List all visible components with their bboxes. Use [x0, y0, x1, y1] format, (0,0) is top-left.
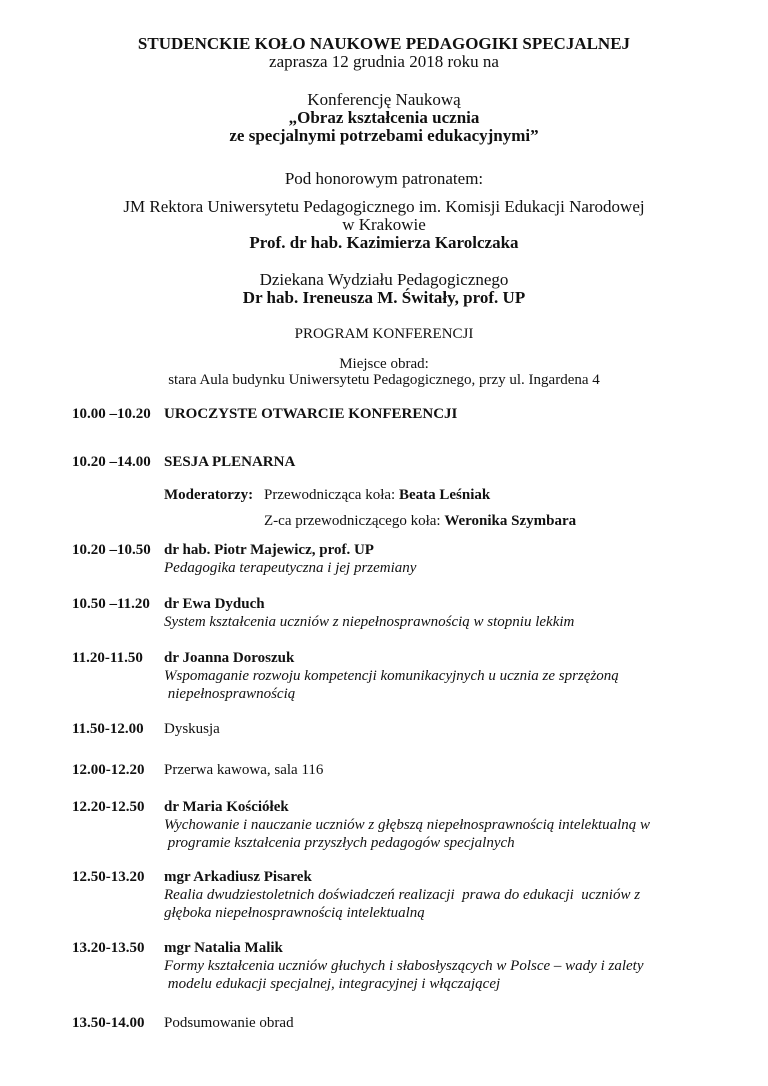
agenda-time: 13.20-13.50 [72, 940, 145, 956]
agenda-title: Przerwa kawowa, sala 116 [164, 762, 324, 778]
patronage-label: Pod honorowym patronatem: [284, 169, 484, 188]
agenda-topic-line1: Realia dwudziestoletnich doświadczeń realizacji prawa do edukacji uczniów z [164, 887, 641, 903]
agenda-topic-line1: Wspomaganie rozwoju kompetencji komunikacyjnych u ucznia ze sprzężoną [164, 668, 619, 684]
agenda-speaker: dr Joanna Doroszuk [164, 650, 295, 666]
agenda-time: 10.20 –14.00 [72, 454, 151, 470]
moderator-chair-name: Beata Leśniak [398, 487, 491, 503]
agenda-time: 10.20 –10.50 [72, 542, 151, 558]
agenda-time: 10.00 –10.20 [72, 406, 151, 422]
invite-line: zaprasza 12 grudnia 2018 roku na [269, 52, 499, 71]
agenda-topic-line1: Wychowanie i nauczanie uczniów z głębszą niepełnosprawnością intelektualną w [164, 817, 651, 833]
agenda-topic-line2: niepełnosprawnością [164, 686, 296, 702]
agenda-time: 11.20-11.50 [72, 650, 143, 666]
agenda-speaker: dr Maria Kościółek [164, 799, 289, 815]
agenda-time: 10.50 –11.20 [72, 596, 150, 612]
agenda-title: UROCZYSTE OTWARCIE KONFERENCJI [164, 406, 458, 422]
agenda-time: 11.50-12.00 [72, 721, 144, 737]
venue: stara Aula budynku Uniwersytetu Pedagogicznego, przy ul. Ingardena 4 [168, 372, 600, 388]
dean-name: Dr hab. Ireneusza M. Świtały, prof. UP [242, 288, 526, 307]
agenda-speaker: mgr Arkadiusz Pisarek [164, 869, 312, 885]
conference-title-line2: ze specjalnymi potrzebami edukacyjnymi” [229, 126, 539, 145]
moderator-chair [264, 487, 490, 504]
organizer-heading: STUDENCKIE KOŁO NAUKOWE PEDAGOGIKI SPECJALNEJ [137, 34, 631, 53]
venue-label: Miejsce obrad: [339, 356, 429, 372]
agenda-speaker: dr Ewa Dyduch [164, 596, 265, 612]
agenda-title: SESJA PLENARNA [164, 454, 296, 470]
agenda-topic: System kształcenia uczniów z niepełnosprawnością w stopniu lekkim [164, 614, 575, 630]
agenda-topic-line2: głęboka niepełnosprawnością intelektualną [164, 905, 425, 921]
event-type: Konferencję Naukową [307, 90, 461, 109]
program-heading: PROGRAM KONFERENCJI [294, 326, 474, 342]
agenda-topic-line2: modelu edukacji specjalnej, integracyjnej i włączającej [164, 976, 501, 992]
moderator-deputy [264, 513, 576, 530]
rector-line2: w Krakowie [342, 215, 426, 234]
agenda-speaker: dr hab. Piotr Majewicz, prof. UP [164, 542, 374, 558]
agenda-topic: Pedagogika terapeutyczna i jej przemiany [164, 560, 417, 576]
rector-name: Prof. dr hab. Kazimierza Karolczaka [249, 233, 519, 252]
moderator-deputy-name: Weronika Szymbara [444, 513, 577, 529]
moderator-deputy-role: Z-ca przewodniczącego koła: [264, 513, 441, 529]
agenda-speaker: mgr Natalia Malik [164, 940, 283, 956]
moderators-label: Moderatorzy: [164, 487, 254, 503]
rector-line1: JM Rektora Uniwersytetu Pedagogicznego im. Komisji Edukacji Narodowej [123, 197, 645, 216]
dean-line: Dziekana Wydziału Pedagogicznego [259, 270, 509, 289]
agenda-title: Dyskusja [164, 721, 220, 737]
agenda-time: 12.00-12.20 [72, 762, 145, 778]
agenda-time: 12.20-12.50 [72, 799, 145, 815]
conference-title-line1: „Obraz kształcenia ucznia [288, 108, 480, 127]
agenda-topic-line2: programie kształcenia przyszłych pedagogów specjalnych [164, 835, 515, 851]
agenda-time: 12.50-13.20 [72, 869, 145, 885]
moderator-chair-role: Przewodnicząca koła: [264, 487, 396, 503]
agenda-title: Podsumowanie obrad [164, 1015, 294, 1031]
agenda-time: 13.50-14.00 [72, 1015, 145, 1031]
agenda-topic-line1: Formy kształcenia uczniów głuchych i słabosłyszących w Polsce – wady i zalety [164, 958, 644, 974]
